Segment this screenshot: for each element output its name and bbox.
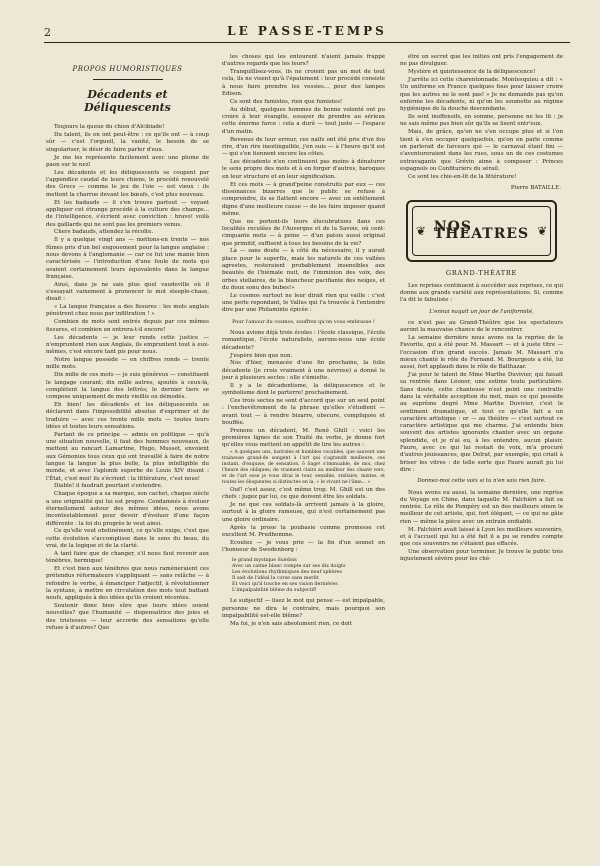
article-body-continued <box>222 598 385 628</box>
paragraph: Les décadents n'en continuent pas moins à dénaturer le sens propre des mots et à en forger d'autres, baroques en leur structure et en leur signification. <box>222 159 385 180</box>
column-right <box>400 54 563 854</box>
article-body-continued <box>222 54 385 315</box>
paragraph: Ma foi, je n'en sais absolument rien, ce doit <box>230 620 352 627</box>
column-middle <box>222 54 385 854</box>
paragraph: Ce sont les chie-en-lit de la littérature! <box>408 173 517 180</box>
paragraph: être un secret que les initiés ont pris l'engagement de ne pas divulguer. <box>400 54 563 68</box>
paragraph: Après la prose la poubasie comme promesse cet excellent M. Prudhomme. <box>222 524 385 538</box>
quote-line: L'ennui naquit un jour de l'uniformité, <box>429 308 534 315</box>
divider <box>93 79 163 80</box>
verse-line: Avec un calme blanc compte sur ses dix doigts <box>232 564 346 570</box>
paragraph: Que ne portent-ils leurs élucubrations dans ces localités reculées de l'Auvergne et de la Savoie, où cent-cinquante mots — à peine — d'un patois aussi original que primitif, suffisent à tous les besoins de la vie? <box>222 218 385 247</box>
paragraph: Ecoutez — je vous prie — la fin d'un sonnet en l'honneur de Swedenborg : <box>222 539 385 554</box>
verse-block <box>232 558 385 594</box>
journal-title: LE PASSE-TEMPS <box>227 24 387 38</box>
section-title: PROPOS HUMORISTIQUES <box>72 65 183 73</box>
paragraph: La semaine dernière nous avons eu la reprise de la Favorite, qui a été pour M. Massart — et à juste titre — l'occasion d'un grand succès. Jamais M. Massart n'a mieux chanté le rôle de Fernand. M. Bourgeois a été, lui aussi, fort applaudi dans le rôle de Balthazar. <box>400 334 563 371</box>
paragraph: Ils sont inoffensifs, en somme, personne ne les lit : je ne sais même pas bien sûr qu'ils se lisent entr'eux. <box>400 114 563 128</box>
paragraph: Chaque époque a sa marque, son cachet, chaque siècle a une originalité qui lui est propre. Condamnés à évoluer éternellement autour des mêmes idées, nous avons incontestablement pour devoir d'évoluer d'une façon différente : la loi du progrès le veut ainsi. <box>46 491 209 527</box>
banner-title: NOS THÉATRES <box>433 219 530 243</box>
paragraph: Partant de ce principe — admis en politique — qu'à une situation nouvelle, il faut des hommes nouveaux, ils mettent au rancart Lamartine, Hugo, Musset, envoient aux Gémonies tous ceux qui ont travaillé à faire de notre langue la langue la plus belle, la plus intelligible du monde, et avec l'aplomb superbe de Louis XIV disant : l'État, c'est moi! ils s'écrient : la littérature, c'est nous! <box>46 431 209 482</box>
verse-line: Il sait de l'idéal la corse sans merlit <box>232 576 319 582</box>
citation: Pour l'amour du cosmos, souffrez qu'on vous embrasse ! <box>232 318 375 325</box>
paragraph: J'ai pour le talent de Mme Marthe Duvivier, qui faisait sa rentrée dans Léonor, une estime toute particulière. Sans doute, cette chanteuse n'est point une contralto dans la véritable acception du mot, mais ce qui possède au suprême degré Mme Marthe Duvivier, c'est le sentiment dramatique, et tout ce qu'elle fait a un caractère artistique : or — au théâtre — c'est surtout ce caractère artistique qui me charme. J'ai entendu bien souvent des artistes ignorants chanter avec un organe splendide, et je n'ai eu, à les entendre, aucun plaisir. Faure, avec ce qui lui restait de voix, m'a procuré d'autres jouissances, que Delrat, par exemple, qui criait à briser les vitres : de telle sorte que Faure aurait pu lui dire : <box>400 372 563 473</box>
verse-line: le grand mystique Suédois <box>232 558 297 564</box>
paragraph: « La langue française a des fissures : les mots anglais pénètrent chez nous par infiltration ! » <box>46 304 209 318</box>
paragraph: Il y a quelque vingt ans — mettons-en trente — nos fûmes pris d'un bel engouement pour la langue anglaise : nous devons à l'anglomanie — car ce fut une manie bien caractérisée — l'introduction d'une foule de mots qui avaient certainement leurs équivalents dans la langue française. <box>46 237 209 280</box>
paragraph: Une observation pour terminer. Je trouve le public très injustement sévère pour les ché- <box>400 549 563 563</box>
paragraph: Nos d'hier, menacée d'une fin prochaine, la folie décadente (je crois vraiment à une névrose) a donné le jour à plusieurs sectes : elle s'émiette. <box>222 360 385 381</box>
paragraph: Et c'est bien aux ténèbres que nous ramèneraient ces prétendus réformateurs s'appliquant — sans relâche — à refondre le verbe, à émanciper l'adjectif, à révolutionner la syntaxe, à mettre en circulation des mots tout battant neufs, appliqués à des idées qu'ils croient récentes. <box>46 566 209 602</box>
paragraph: Les reprises continuent à succéder aux reprises, ce qui donne aux grands variété aux représentations. Si, comme l'a dit le fabuliste : <box>400 282 563 304</box>
paragraph: Et les badauds — il s'en trouve partout — voyant appliquer cet étrange procédé à la culture des champs... de l'intelligence, s'écrient avec conviction : bravo! voilà des gaillards qui ne sont pas les premiers venus. <box>46 199 209 228</box>
column-left <box>46 54 209 854</box>
paragraph: J'espère bien que non. <box>230 352 293 359</box>
paragraph: Combien de mots sont entrés depuis par ces mêmes fissures, et combien en entrera-t-il encore! <box>46 319 209 333</box>
ornament-icon: ❦ <box>537 223 548 238</box>
page-number: 2 <box>44 26 51 39</box>
paragraph: Le subjectif — lisez le mot qui pense — est impalpable, personne ne dira le contraire, mais pourquoi son impalpabilité est-elle blême? <box>222 598 385 619</box>
paragraph: Ouf! c'est assez, c'est même trop. M. Ghill est un des chefs : jugez par lui, ce que doivent être les soldats. <box>222 486 385 501</box>
review-body <box>400 283 563 305</box>
paragraph: Il y a le décadentisme, la déliquescence et le symbolisme dont le parterre! prochainement. <box>222 382 385 397</box>
paragraph: Je ne que ces soldats-là arrivent jamais à la gloire, surtout à la gloire rameuse, qui n'est certainement pas une gloire ordinaire. <box>222 502 385 523</box>
verse-line: Et voici qu'il touche en ses vision dernières <box>232 582 338 588</box>
paragraph: Dix mille de ces mots — je suis généreux — constituent le langage courant; dix mille autres, ajoutés à ceux-là, complètent la langue des lettrés; le dernier tiers se compose uniquement de mots vieillis ou démodés. <box>46 372 209 401</box>
theatre-banner <box>406 200 557 262</box>
paragraph: Au début, quelques hommes de bonne volonté ont pu croire à leur évangile, essayer de prendre au sérieux cette énorme farce : cela a duré — tout juste — l'espace d'un matin. <box>222 106 385 135</box>
paragraph: Prenons un décadent, M. René Ghill : voici les premières lignes de son Traité du verbe, je donne fort qu'elles vous mettent en appétit de lire les autres : <box>222 427 385 449</box>
paragraph: Le cosmos surtout ne leur dirait rien qui vaille : c'est une perle repondant, le Vallus qui l'a trouvée à l'entendre dire par une Philaminte épicée : <box>222 292 385 314</box>
subsection-title: GRAND-THÉATRE <box>445 269 518 278</box>
paragraph: Ces trois sectes ne sont d'accord que sur un seul point : l'enchevêtrement de la phrase qu'elles s'étudient — avant tout — à rendre bizarre, obscure, compliquée et bouffée. <box>222 398 385 426</box>
paragraph: ce n'est pas au Grand-Théâtre que les spectateurs auront la mauvaise chance de le rencontrer. <box>400 319 563 334</box>
paragraph: Notre langue possède — en chiffres ronds — trente mille mots. <box>46 357 209 371</box>
article-body-continued <box>222 330 385 450</box>
paragraph: Mais, de grâce, qu'on ne s'en occupe plus et si l'on tient à s'en occuper quelquefois, qu'on en parle comme on parlerait de farceurs qui — le carnaval étant fini — s'aventureraient dans les rues, sous un de ces costumes extravagants que Grévin aime à composer : Princes espagnols ou Confituriers du sérail. <box>400 129 563 172</box>
paragraph: les choses qui les entourent n'aient jamais frappé d'autres regards que les leurs? <box>222 54 385 68</box>
ornament-icon: ❦ <box>415 223 426 238</box>
quote-line: Donnez-moi cette voix si tu n'en sais rien faire. <box>417 478 546 485</box>
article-body-continued <box>222 487 385 554</box>
author-signature: Pierre BATAILLE. <box>510 185 561 192</box>
paragraph: Tranquillisez-vous, ils ne croient pas un mot de tout cela, ils ne visent qu'à l'épatement : leur procédé consiste à nous faire prendre les vessies... pour des lampes Edison. <box>222 69 385 98</box>
review-body <box>400 320 563 474</box>
paragraph: Les décadents — je leur rends cette justice — n'empruntent rien aux Anglais, ils empruntent tout à eux-mêmes, c'est encore tant pis pour nous. <box>46 334 209 356</box>
paragraph: A tant faire que de changer, s'il nous faut revenir aux ténèbres, hermique! <box>46 550 209 565</box>
quoted-excerpt: « A quelques uns, lustrales et humbles vocables, que sauvent une traineuse grand-de songent à l'art qui s'agrandit meilleure, ces instant. d'exquise, de sensation, ô Sage! s'immuable, de moi, chez l'heure des obliques; de vraiment clairs au meilleur des chaste vers, et de l'art esse je vous dirai le tour, sensible, stellaire, mixtes, et toutes les éloquentes si distinctes en la, « le vivant ne l'âme... » <box>222 450 385 486</box>
review-body <box>400 490 563 564</box>
page-header <box>44 20 570 43</box>
paragraph: Revenus de leur erreur, ces naïfs ont été pris d'un fou rire, d'un rire inextinguible, j'en suis — à l'heure qu'il est — qui s'en tiennent encore les côtes. <box>222 136 385 158</box>
paragraph: Là — sans doute — à côté du nécessaire, il y aurait place pour le superflu, mais les naturels de ces vallées agrestes, resteraient probablement insensibles aux beautés de l'hiémale nuit, de l'immixion des voix, des orbes stellaires, de la blancheur pacifiante des neiges, et du doux sonu des bubes!» <box>222 248 385 291</box>
article-title: Décadents et Déliquescents <box>84 88 171 115</box>
article-body-continued <box>400 54 563 181</box>
paragraph: Ce qu'elle veut obstinément, ce qu'elle exige, c'est que cette évolution s'accomplisse dans le sens du beau, du vrai, de la logique et de la clarté. <box>46 528 209 550</box>
paragraph: Eh bien! les décadents et les déliquescents se déclarent dans l'impossibilité absolue d'exprimer et de traduire — avec ces trente mille mots — toutes leurs idées et toutes leurs sensations. <box>46 402 209 430</box>
paragraph: Diable! il faudrait pourtant s'entendre. <box>54 483 163 490</box>
paragraph: Je me les représente facilement avec une plume de paon sur le nez! <box>46 154 209 168</box>
verse-line: L'impalpabilité blême du subjectif! <box>232 588 317 594</box>
verse-line: Les évolutions rhythmiques des neuf sphères <box>232 570 342 576</box>
paragraph: Chers badauds, attendez la récolte. <box>54 229 154 236</box>
paragraph: J'arrête ici cette charentonnade. Montesquieu a dit : « Un uniforme en France quelques fous pour laisser croire que les autres ne le sont pas! » Je ne demande pas qu'on enferme les décadents, ni qu'on les soumette au régime hygiénique de la douche descendante. <box>400 77 563 113</box>
paragraph: Nous avions déjà trois écoles : l'école classique, l'école romantique, l'école naturaliste, aurons-nous une école décadente? <box>222 330 385 351</box>
paragraph: Du talent, ils en ont peut-être : ce qu'ils ont — à coup sûr — c'est l'orgueil, la vanité, le besoin de se singulariser, le désir de faire parler d'eux. <box>46 132 209 153</box>
paragraph: Et ces mots — à grand'peine construits par eux — ces dissonances bizarres que le public se refuse à comprendre, ils se flattent encore — avec un entêtement digne d'une meilleure cause — de les faire imposer quand même. <box>222 181 385 217</box>
paragraph: Mystère et quintessence de la déliquescence! <box>408 69 536 76</box>
paragraph: Nous avons eu aussi, la semaine dernière, une reprise du Voyage en Chine, dans laquelle M. Falchiéri a fait sa rentrée. Le rôle de Pompéry est un des meilleurs sinon le meilleur de cet artiste, qui, fort élégant, — ce qui ne gâte rien — même la pièce avec un entrain endiablé. <box>400 489 563 525</box>
paragraph: Toujours la queue du chien d'Alcibiade! <box>54 124 165 131</box>
paragraph: Les décadents et les déliquescents se coupent par l'appendice caudal de leurs chiens, le procédé renouvelé des Grecs — comme le jeu de l'oie — est vieux : ils mettent la charrue devant les bœufs, c'est plus nouveau. <box>46 169 209 198</box>
paragraph: Ainsi, dans je ne sais plus quel vaudeville où il s'essayait vainement à prononcer le mot steeple-chase, disait : <box>46 281 209 303</box>
paragraph: Soutenir done bien sûre que leurs idées soient nouvelles? que l'humanité — dispensatrice des joies et des tristesses — leur accorde des sensations qu'elle refuse à d'autres? Que <box>46 603 209 632</box>
paragraph: Ce sont des fumistes, rien que fumistes! <box>230 98 343 105</box>
article-body <box>46 124 209 632</box>
paragraph: M. Falchiéri avait laissé à Lyon les meilleurs souvenirs, et à l'accueil qui lui a été fait il a pu se rendre compte que ces souvenirs ne s'étaient pas effacés. <box>400 526 563 548</box>
